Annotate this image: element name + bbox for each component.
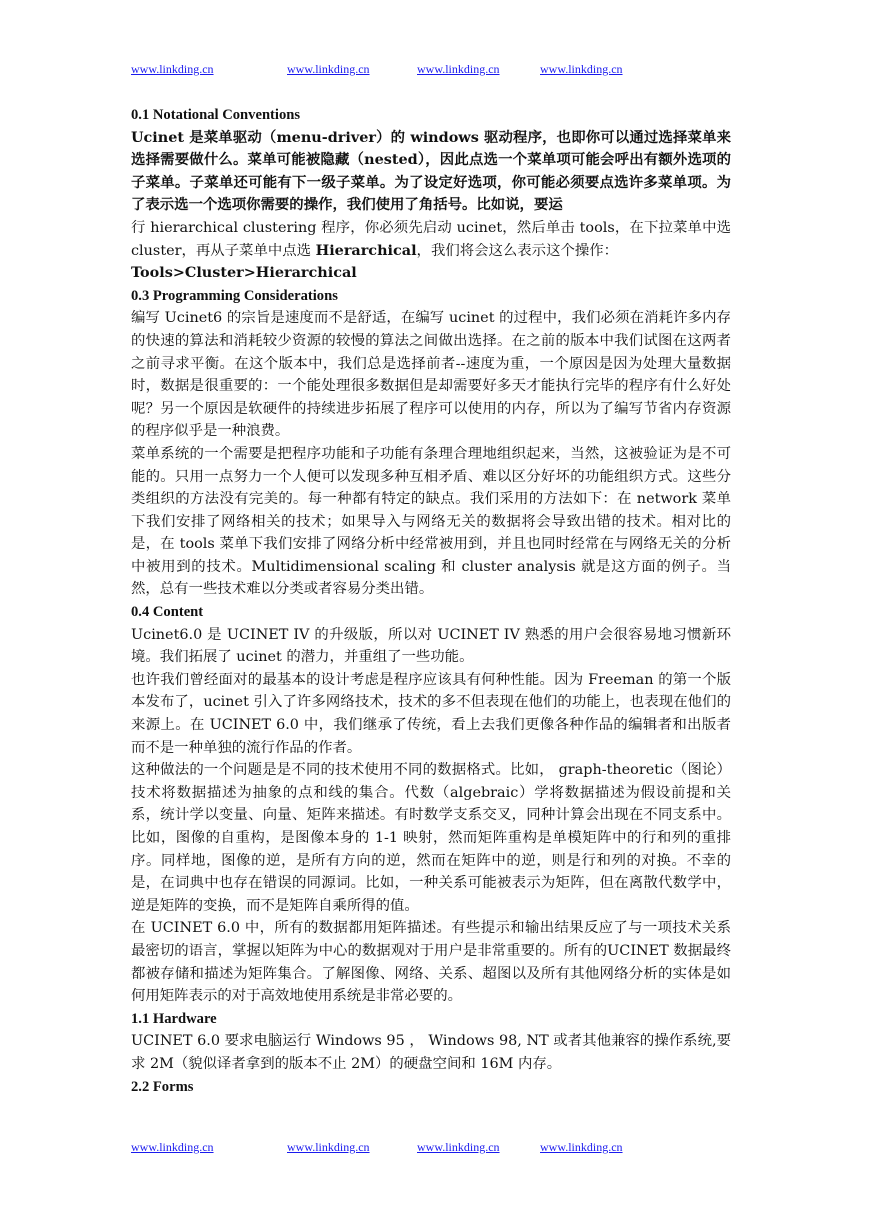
footer-link-3[interactable]: www.linkding.cn [417,1140,500,1154]
paragraph-hardware-1: UCINET 6.0 要求电脑运行 Windows 95 ， Windows 98, NT 或者其他兼容的操作系统,要求 2M（貌似译者拿到的版本不止 2M）的硬盘空间和 16M 内存。 [131,1033,731,1072]
paragraph-notational-2 [131,217,731,262]
footer-link-4[interactable]: www.linkding.cn [540,1140,623,1154]
section-title-forms: 2.2 Forms [131,1078,194,1095]
section-title-programming: 0.3 Programming Considerations [131,287,338,304]
text-run: ，我们将会这么表示这个操作： [416,242,619,259]
paragraph-content-4: 在 UCINET 6.0 中，所有的数据都用矩阵描述。有些提示和输出结果反应了与一项技术关系最密切的语言，掌握以矩阵为中心的数据观对于用户是非常重要的。所有的UCINET 数据最终都被存储和描述为矩阵集合。了解图像、网络、关系、超图以及所有其他网络分析的实体是如何用矩阵表示的对于高效地使用系统是非常必要的。 [131,920,731,1005]
paragraph-programming-2: 菜单系统的一个需要是把程序功能和子功能有条理合理地组织起来，当然，这被验证为是不可能的。只用一点努力一个人便可以发现多种互相矛盾、难以区分好坏的功能组织方式。这些分类组织的方法没有完美的。每一种都有特定的缺点。我们采用的方法如下：在 network 菜单下我们安排了网络相关的技术；如果导入与网络无关的数据将会导致出错的技术。相对比的是，在 tools 菜单下我们安排了网络分析中经常被用到，并且也同时经常在与网络无关的分析中被用到的技术。Multidimensional scaling 和 cluster analysis 就是这方面的例子。当然，总有一些技术难以分类或者容易分类出错。 [131,445,731,598]
menu-path: Tools>Cluster>Hierarchical [131,264,357,282]
page-footer [0,1140,869,1160]
section-title-hardware: 1.1 Hardware [131,1010,217,1027]
footer-link-2[interactable]: www.linkding.cn [287,1140,370,1154]
paragraph-notational-1: Ucinet 是菜单驱动（menu-driver）的 windows 驱动程序，也即你可以通过选择菜单来选择需要做什么。菜单可能被隐藏（nested），因此点选一个菜单项可能会呼出有额外选项的子菜单。子菜单还可能有下一级子菜单。为了设定好选项，你可能必须要点选许多菜单项。为了表示选一个选项你需要的操作，我们使用了角括号。比如说，要运 [131,128,731,214]
text-run: 行 hierarchical clustering 程序，你必须先启动 ucinet，然后单击 tools，在下拉菜单中选cluster，再从子菜单中点选 [131,219,731,259]
page-header [0,62,869,82]
header-link-4[interactable]: www.linkding.cn [540,62,623,76]
document-body [131,104,731,1098]
section-title-notational: 0.1 Notational Conventions [131,107,301,123]
paragraph-programming-1: 编写 Ucinet6 的宗旨是速度而不是舒适，在编写 ucinet 的过程中，我们必须在消耗许多内存的快速的算法和消耗较少资源的较慢的算法之间做出选择。在之前的版本中我们试图在这两者之前寻求平衡。在这个版本中，我们总是选择前者--速度为重，一个原因是因为处理大量数据时，数据是很重要的：一个能处理很多数据但是却需要好多天才能执行完毕的程序有什么好处呢？另一个原因是软硬件的持续进步拓展了程序可以使用的内存，所以为了编写节省内存资源的程序似乎是一种浪费。 [131,310,731,440]
paragraph-content-3: 这种做法的一个问题是是不同的技术使用不同的数据格式。比如， graph-theoretic（图论）技术将数据描述为抽象的点和线的集合。代数（algebraic）学将数据描述为假设前提和关系，统计学以变量、向量、矩阵来描述。有时数学支系交叉，同种计算会出现在不同支系中。比如，图像的自重构，是图像本身的 1-1 映射，然而矩阵重构是单模矩阵中的行和列的重排序。同样地，图像的逆，是所有方向的逆，然而在矩阵中的逆，则是行和列的对换。不幸的是，在词典中也存在错误的同源词。比如，一种关系可能被表示为矩阵，但在离散代数学中，逆是矩阵的变换，而不是矩阵自乘所得的值。 [131,762,731,914]
bold-term-hierarchical: Hierarchical [315,241,417,259]
header-link-2[interactable]: www.linkding.cn [287,62,370,76]
header-link-3[interactable]: www.linkding.cn [417,62,500,76]
footer-link-1[interactable]: www.linkding.cn [131,1140,214,1154]
header-link-1[interactable]: www.linkding.cn [131,62,214,76]
paragraph-content-2: 也许我们曾经面对的最基本的设计考虑是程序应该具有何种性能。因为 Freeman 的第一个版本发布了，ucinet 引入了许多网络技术，技术的多不但表现在他们的功能上，也表现在他们的来源上。在 UCINET 6.0 中，我们继承了传统，看上去我们更像各种作品的编辑者和出版者而不是一种单独的流行作品的作者。 [131,671,731,756]
section-title-content: 0.4 Content [131,604,204,621]
paragraph-content-1: Ucinet6.0 是 UCINET IV 的升级版，所以对 UCINET IV 熟悉的用户会很容易地习惯新环境。我们拓展了 ucinet 的潜力，并重组了一些功能。 [131,626,731,666]
